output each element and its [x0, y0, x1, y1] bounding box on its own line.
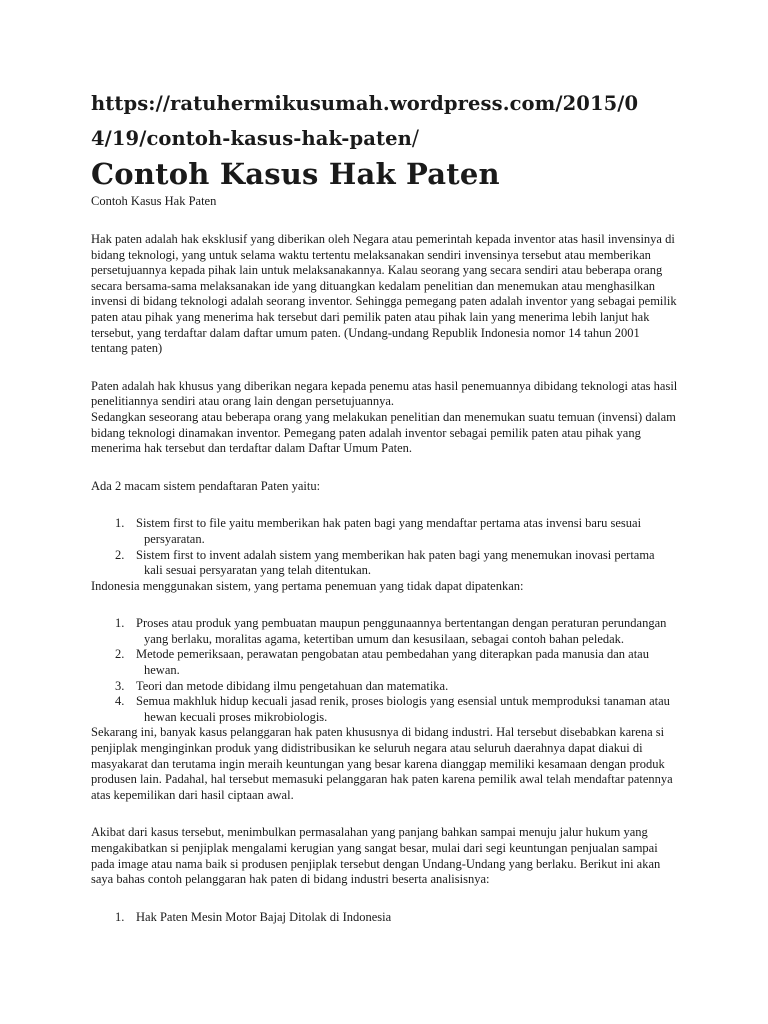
list-item — [91, 516, 686, 547]
list-number: 4. — [115, 694, 125, 709]
list-number: 1. — [115, 516, 125, 531]
list-item — [91, 647, 686, 678]
paragraph-inventor: Sedangkan seseorang atau beberapa orang yang melakukan penelitian dan menemukan suatu temuan (invensi) dalam bidang teknologi dinamakan inventor. Pemegang paten adalah inventor sebagai pemilik paten atau pihak yang menerima hak tersebut dan terdaftar dalam Daftar Umum Paten. — [91, 409, 676, 456]
list-text-cont: hewan. — [144, 663, 180, 678]
list-number: 3. — [115, 678, 125, 693]
paragraph-indonesia: Indonesia menggunakan sistem, yang pertama penemuan yang tidak dapat dipatenkan: — [91, 578, 524, 593]
list-text-cont: yang berlaku, moralitas agama, ketertiban umum dan kesusilaan, sebagai contoh bahan peledak. — [144, 631, 625, 646]
source-url-slash: / — [411, 126, 420, 150]
paragraph-definition: Hak paten adalah hak eksklusif yang diberikan oleh Negara atau pemerintah kepada inventor atas hasil invensinya di bidang teknologi, yang untuk selama waktu tertentu melaksanakan sendiri invensinya tersebut atau memberikan persetujuannya kepada pihak lain untuk melaksanakannya. Kalau seorang yang secara sendiri atau beberapa orang secara bersama-sama melaksanakan ide yang dituangkan kedalam penelitian dan menemukan atau menghasilkan invensi di bidang teknologi adalah seorang inventor. Sehingga pemegang paten adalah inventor yang sebagai pemilik paten atau pihak yang menerima hak tersebut dari pemilik paten atau pihak lain yang menerima lebih lanjut hak tersebut, yang terdaftar dalam daftar umum paten. (Undang-undang Republik Indonesia nomor 14 tahun 2001 tentang paten) — [91, 232, 677, 356]
list-text: Teori dan metode dibidang ilmu pengetahuan dan matematika. — [136, 678, 449, 693]
source-url-line2: 4/19/contoh-kasus-hak-paten — [91, 127, 412, 150]
list-text-cont: persyaratan. — [144, 531, 205, 546]
list-tidak-dapat-dipatenkan — [91, 616, 691, 725]
list-text: Hak Paten Mesin Motor Bajaj Ditolak di Indonesia — [136, 909, 392, 924]
list-item — [91, 910, 686, 926]
list-item — [91, 694, 686, 725]
list-text-cont: hewan kecuali proses mikrobiologis. — [144, 709, 328, 724]
list-item — [91, 679, 686, 695]
list-number: 1. — [115, 616, 125, 631]
page-subtitle: Contoh Kasus Hak Paten — [91, 194, 217, 208]
paragraph-sistem-intro: Ada 2 macam sistem pendaftaran Paten yaitu: — [91, 478, 321, 493]
source-url — [91, 86, 691, 156]
paragraph-sekarang: Sekarang ini, banyak kasus pelanggaran hak paten khususnya di bidang industri. Hal tersebut disebabkan karena si penjiplak menginginkan produk yang didistribusikan ke seluruh negara atau seluruh daerahnya dapat diakui di masyakarat dan terutama ingin meraih keuntungan yang besar karena dianggap memiliki kesamaan dengan produk produsen lain. Padahal, hal tersebut memasuki pelanggaran hak paten karena pemilik awal telah mendaftar patennya atas kepemilikan dari hasil ciptaan awal. — [91, 725, 673, 802]
page-title: Contoh Kasus Hak Paten — [91, 157, 500, 191]
list-number: 2. — [115, 647, 125, 662]
list-text: Sistem first to invent adalah sistem yang memberikan hak paten bagi yang menemukan inovasi pertama — [136, 547, 655, 562]
list-item — [91, 548, 686, 579]
list-text: Sistem first to file yaitu memberikan hak paten bagi yang mendaftar pertama atas invensi baru sesuai — [136, 516, 642, 531]
paragraph-akibat: Akibat dari kasus tersebut, menimbulkan permasalahan yang panjang bahkan sampai menuju jalur hukum yang mengakibatkan si penjiplak mengalami kerugian yang sangat besar, mulai dari segi keuntungan penjualan sampai pada image atau nama baik si produsen penjiplak tersebut dengan Undang-Undang yang berlaku. Berikut ini akan saya bahas contoh pelanggaran hak paten di bidang industri beserta analisisnya: — [91, 825, 661, 887]
list-text-cont: kali sesuai persyaratan yang telah ditentukan. — [144, 563, 372, 578]
list-contoh-kasus — [91, 910, 691, 926]
list-item — [91, 616, 686, 647]
list-text: Semua makhluk hidup kecuali jasad renik, proses biologis yang esensial untuk memproduksi tanaman atau — [136, 694, 670, 709]
source-url-line1: https://ratuhermikusumah.wordpress.com/2015/0 — [91, 92, 639, 115]
list-sistem-pendaftaran — [91, 516, 691, 578]
document-page — [91, 86, 691, 925]
paragraph-paten: Paten adalah hak khusus yang diberikan negara kepada penemu atas hasil penemuannya dibidang teknologi atas hasil penelitiannya sendiri atau orang lain dengan persetujuannya. — [91, 378, 678, 409]
list-text: Proses atau produk yang pembuatan maupun penggunaannya bertentangan dengan peraturan perundangan — [136, 616, 667, 631]
list-number: 1. — [115, 909, 125, 924]
list-text: Metode pemeriksaan, perawatan pengobatan atau pembedahan yang diterapkan pada manusia dan atau — [136, 647, 649, 662]
list-number: 2. — [115, 547, 125, 562]
